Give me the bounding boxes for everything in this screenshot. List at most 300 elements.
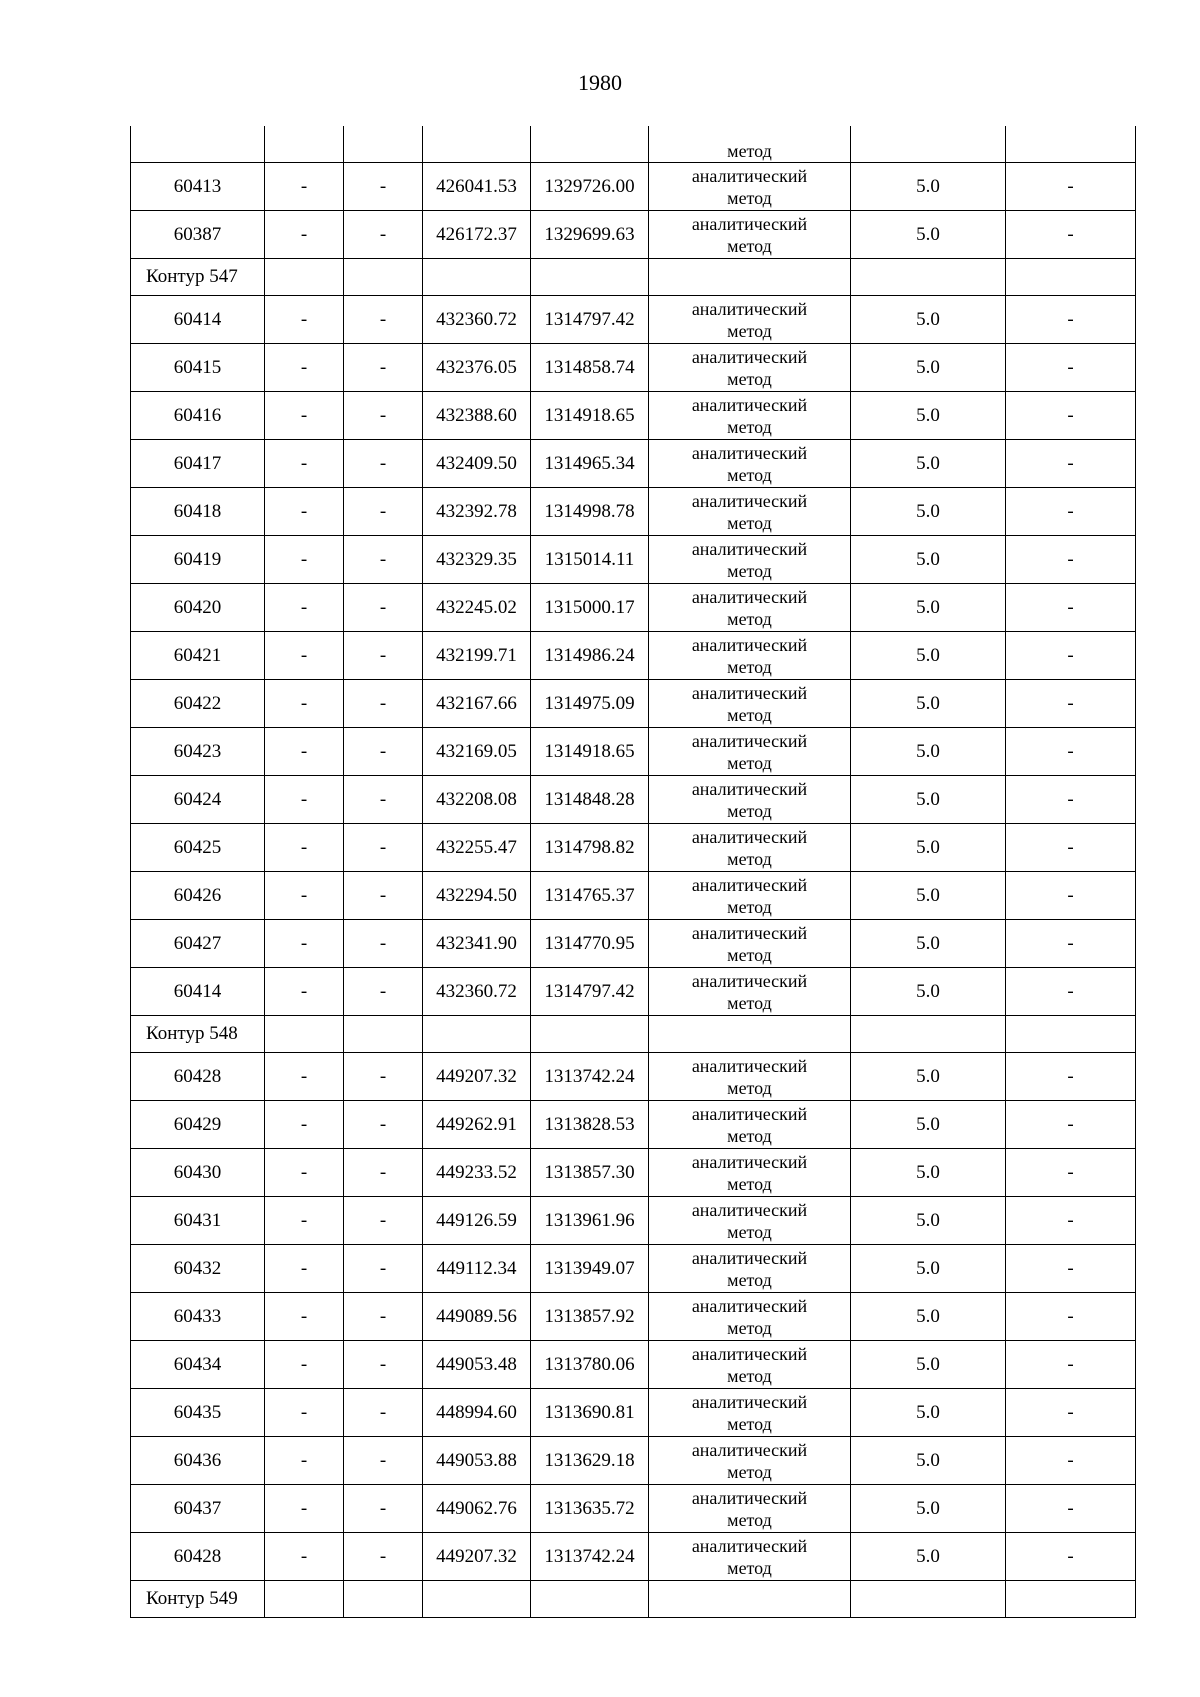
dash-cell: - <box>1006 1437 1136 1485</box>
method-cell <box>649 1053 851 1101</box>
dash-cell: - <box>344 1197 423 1245</box>
dash-cell: - <box>265 728 344 776</box>
point-id-cell: 60426 <box>131 872 265 920</box>
dash-cell: - <box>265 296 344 344</box>
method-cell <box>649 776 851 824</box>
method-cell <box>649 440 851 488</box>
table-row <box>131 1197 1136 1245</box>
table-cell <box>265 1581 344 1618</box>
table-cell <box>344 126 423 163</box>
dash-cell: - <box>265 1389 344 1437</box>
point-id-cell: 60428 <box>131 1053 265 1101</box>
precision-cell: 5.0 <box>851 1341 1006 1389</box>
method-line-1: аналитический <box>691 922 808 943</box>
x-coordinate-cell: 449062.76 <box>423 1485 531 1533</box>
precision-cell: 5.0 <box>851 211 1006 259</box>
dash-cell: - <box>265 163 344 211</box>
contour-label: Контур 549 <box>131 1581 265 1618</box>
point-id-cell: 60414 <box>131 968 265 1016</box>
table-cell <box>344 259 423 296</box>
table-row <box>131 1053 1136 1101</box>
dash-cell: - <box>1006 1293 1136 1341</box>
method-line-2: метод <box>727 752 772 773</box>
point-id-cell: 60431 <box>131 1197 265 1245</box>
table-cell <box>1006 1016 1136 1053</box>
table-row <box>131 344 1136 392</box>
x-coordinate-cell: 432360.72 <box>423 968 531 1016</box>
method-line-2: метод <box>727 560 772 581</box>
dash-cell: - <box>344 680 423 728</box>
method-cell <box>649 488 851 536</box>
y-coordinate-cell: 1314858.74 <box>531 344 649 392</box>
method-line-1: аналитический <box>691 394 808 415</box>
dash-cell: - <box>1006 211 1136 259</box>
dash-cell: - <box>344 776 423 824</box>
dash-cell: - <box>265 1053 344 1101</box>
table-cell <box>649 1581 851 1618</box>
table-cell <box>423 259 531 296</box>
x-coordinate-cell: 449126.59 <box>423 1197 531 1245</box>
dash-cell: - <box>344 824 423 872</box>
dash-cell: - <box>1006 163 1136 211</box>
method-line-1: аналитический <box>691 538 808 559</box>
method-line-1: аналитический <box>691 1151 808 1172</box>
method-line-2: метод <box>727 187 772 208</box>
table-cell <box>131 126 265 163</box>
dash-cell: - <box>265 920 344 968</box>
method-cell <box>649 968 851 1016</box>
table-cell <box>344 1016 423 1053</box>
precision-cell: 5.0 <box>851 1485 1006 1533</box>
method-line-1: аналитический <box>691 1487 808 1508</box>
method-cell <box>649 1149 851 1197</box>
method-line-1: аналитический <box>691 213 808 234</box>
table-cell <box>649 1016 851 1053</box>
precision-cell: 5.0 <box>851 1437 1006 1485</box>
table-cell <box>649 259 851 296</box>
dash-cell: - <box>344 920 423 968</box>
precision-cell: 5.0 <box>851 920 1006 968</box>
dash-cell: - <box>1006 920 1136 968</box>
method-cell <box>649 872 851 920</box>
point-id-cell: 60413 <box>131 163 265 211</box>
dash-cell: - <box>1006 1485 1136 1533</box>
x-coordinate-cell: 432255.47 <box>423 824 531 872</box>
dash-cell: - <box>1006 632 1136 680</box>
precision-cell: 5.0 <box>851 296 1006 344</box>
dash-cell: - <box>265 1533 344 1581</box>
precision-cell: 5.0 <box>851 632 1006 680</box>
method-line-2: метод <box>727 896 772 917</box>
dash-cell: - <box>344 1293 423 1341</box>
method-line-2: метод <box>727 608 772 629</box>
method-cell <box>649 1245 851 1293</box>
dash-cell: - <box>1006 824 1136 872</box>
table-row <box>131 632 1136 680</box>
dash-cell: - <box>1006 968 1136 1016</box>
contour-header-row <box>131 1016 1136 1053</box>
x-coordinate-cell: 426041.53 <box>423 163 531 211</box>
method-line-2: метод <box>727 512 772 533</box>
table-row <box>131 1245 1136 1293</box>
method-line-1: аналитический <box>691 298 808 319</box>
method-cell <box>649 1101 851 1149</box>
point-id-cell: 60430 <box>131 1149 265 1197</box>
table-cell <box>531 1581 649 1618</box>
method-line-2: метод <box>727 320 772 341</box>
table-row <box>131 680 1136 728</box>
method-line-2: метод <box>727 235 772 256</box>
dash-cell: - <box>344 1533 423 1581</box>
method-line-2: метод <box>727 800 772 821</box>
method-cell <box>649 392 851 440</box>
method-line-1: аналитический <box>691 1055 808 1076</box>
method-cell <box>649 1437 851 1485</box>
contour-header-row <box>131 259 1136 296</box>
x-coordinate-cell: 449233.52 <box>423 1149 531 1197</box>
dash-cell: - <box>265 1485 344 1533</box>
dash-cell: - <box>1006 1197 1136 1245</box>
dash-cell: - <box>344 440 423 488</box>
x-coordinate-cell: 449207.32 <box>423 1053 531 1101</box>
method-line-1: аналитический <box>691 1295 808 1316</box>
dash-cell: - <box>265 1437 344 1485</box>
dash-cell: - <box>344 1485 423 1533</box>
y-coordinate-cell: 1313949.07 <box>531 1245 649 1293</box>
method-line-1: аналитический <box>691 1199 808 1220</box>
x-coordinate-cell: 449207.32 <box>423 1533 531 1581</box>
table-cell <box>265 126 344 163</box>
dash-cell: - <box>265 536 344 584</box>
method-cell <box>649 728 851 776</box>
dash-cell: - <box>1006 1149 1136 1197</box>
table-cell <box>344 1581 423 1618</box>
x-coordinate-cell: 432245.02 <box>423 584 531 632</box>
method-line-2: метод <box>727 992 772 1013</box>
method-cell <box>649 344 851 392</box>
table-cell <box>265 1016 344 1053</box>
y-coordinate-cell: 1313742.24 <box>531 1533 649 1581</box>
point-id-cell: 60416 <box>131 392 265 440</box>
y-coordinate-cell: 1314975.09 <box>531 680 649 728</box>
dash-cell: - <box>1006 1533 1136 1581</box>
method-line-1: аналитический <box>691 490 808 511</box>
method-line-2: метод <box>727 368 772 389</box>
method-line-2: метод <box>727 416 772 437</box>
dash-cell: - <box>344 1245 423 1293</box>
dash-cell: - <box>1006 296 1136 344</box>
table-cell <box>265 259 344 296</box>
table-cell <box>1006 1581 1136 1618</box>
dash-cell: - <box>265 872 344 920</box>
method-line-2: метод <box>727 1365 772 1386</box>
table-row <box>131 211 1136 259</box>
method-cell <box>649 296 851 344</box>
dash-cell: - <box>265 211 344 259</box>
method-cell <box>649 1533 851 1581</box>
method-line-1: аналитический <box>691 165 808 186</box>
y-coordinate-cell: 1313961.96 <box>531 1197 649 1245</box>
method-line-1: аналитический <box>691 826 808 847</box>
method-line-1: аналитический <box>691 682 808 703</box>
point-id-cell: 60437 <box>131 1485 265 1533</box>
table-row <box>131 440 1136 488</box>
dash-cell: - <box>265 968 344 1016</box>
dash-cell: - <box>344 1389 423 1437</box>
method-cell <box>649 584 851 632</box>
method-line-2: метод <box>727 464 772 485</box>
dash-cell: - <box>1006 728 1136 776</box>
method-cell <box>649 680 851 728</box>
y-coordinate-cell: 1314848.28 <box>531 776 649 824</box>
y-coordinate-cell: 1313635.72 <box>531 1485 649 1533</box>
dash-cell: - <box>265 488 344 536</box>
precision-cell: 5.0 <box>851 584 1006 632</box>
dash-cell: - <box>265 680 344 728</box>
y-coordinate-cell: 1329726.00 <box>531 163 649 211</box>
precision-cell: 5.0 <box>851 968 1006 1016</box>
dash-cell: - <box>1006 1245 1136 1293</box>
dash-cell: - <box>265 1293 344 1341</box>
x-coordinate-cell: 432329.35 <box>423 536 531 584</box>
table-row <box>131 1149 1136 1197</box>
table-cell <box>851 259 1006 296</box>
method-line-1: аналитический <box>691 1343 808 1364</box>
dash-cell: - <box>344 344 423 392</box>
x-coordinate-cell: 448994.60 <box>423 1389 531 1437</box>
dash-cell: - <box>265 776 344 824</box>
dash-cell: - <box>344 488 423 536</box>
continued-row <box>131 126 1136 163</box>
method-cell <box>649 163 851 211</box>
table-row <box>131 824 1136 872</box>
dash-cell: - <box>344 1149 423 1197</box>
table-cell <box>851 1581 1006 1618</box>
table-row <box>131 1101 1136 1149</box>
method-cell: метод <box>649 126 851 163</box>
y-coordinate-cell: 1313828.53 <box>531 1101 649 1149</box>
dash-cell: - <box>1006 440 1136 488</box>
dash-cell: - <box>1006 1053 1136 1101</box>
coordinates-table <box>130 126 1136 1618</box>
point-id-cell: 60422 <box>131 680 265 728</box>
method-line-2: метод <box>727 848 772 869</box>
table-row <box>131 872 1136 920</box>
method-line-2: метод <box>727 1461 772 1482</box>
method-cell <box>649 920 851 968</box>
y-coordinate-cell: 1314965.34 <box>531 440 649 488</box>
point-id-cell: 60424 <box>131 776 265 824</box>
method-line-2: метод <box>727 704 772 725</box>
dash-cell: - <box>265 344 344 392</box>
contour-label: Контур 548 <box>131 1016 265 1053</box>
table-cell <box>851 1016 1006 1053</box>
x-coordinate-cell: 449262.91 <box>423 1101 531 1149</box>
method-cell <box>649 211 851 259</box>
y-coordinate-cell: 1314986.24 <box>531 632 649 680</box>
dash-cell: - <box>1006 776 1136 824</box>
point-id-cell: 60419 <box>131 536 265 584</box>
dash-cell: - <box>1006 680 1136 728</box>
point-id-cell: 60417 <box>131 440 265 488</box>
x-coordinate-cell: 449053.88 <box>423 1437 531 1485</box>
method-line-2: метод <box>727 1077 772 1098</box>
y-coordinate-cell: 1313690.81 <box>531 1389 649 1437</box>
y-coordinate-cell: 1313742.24 <box>531 1053 649 1101</box>
table-row <box>131 968 1136 1016</box>
dash-cell: - <box>1006 344 1136 392</box>
dash-cell: - <box>265 1197 344 1245</box>
x-coordinate-cell: 426172.37 <box>423 211 531 259</box>
y-coordinate-cell: 1314765.37 <box>531 872 649 920</box>
precision-cell: 5.0 <box>851 1101 1006 1149</box>
method-line-1: аналитический <box>691 730 808 751</box>
point-id-cell: 60420 <box>131 584 265 632</box>
point-id-cell: 60428 <box>131 1533 265 1581</box>
precision-cell: 5.0 <box>851 344 1006 392</box>
table-row <box>131 1533 1136 1581</box>
dash-cell: - <box>344 296 423 344</box>
method-line-1: аналитический <box>691 1103 808 1124</box>
dash-cell: - <box>344 1101 423 1149</box>
method-cell <box>649 1197 851 1245</box>
precision-cell: 5.0 <box>851 1533 1006 1581</box>
method-line-2: метод <box>727 944 772 965</box>
precision-cell: 5.0 <box>851 680 1006 728</box>
method-line-1: аналитический <box>691 442 808 463</box>
y-coordinate-cell: 1313857.30 <box>531 1149 649 1197</box>
point-id-cell: 60421 <box>131 632 265 680</box>
x-coordinate-cell: 432376.05 <box>423 344 531 392</box>
method-line-2: метод <box>727 1317 772 1338</box>
y-coordinate-cell: 1313780.06 <box>531 1341 649 1389</box>
method-line-2: метод <box>727 1557 772 1578</box>
method-cell <box>649 536 851 584</box>
x-coordinate-cell: 432294.50 <box>423 872 531 920</box>
table-cell <box>1006 126 1136 163</box>
table-row <box>131 1437 1136 1485</box>
dash-cell: - <box>344 872 423 920</box>
dash-cell: - <box>344 1053 423 1101</box>
method-line-1: аналитический <box>691 1247 808 1268</box>
dash-cell: - <box>1006 488 1136 536</box>
precision-cell: 5.0 <box>851 1149 1006 1197</box>
contour-label: Контур 547 <box>131 259 265 296</box>
table-cell <box>423 126 531 163</box>
table-row <box>131 296 1136 344</box>
point-id-cell: 60429 <box>131 1101 265 1149</box>
method-line-2: метод <box>727 1173 772 1194</box>
precision-cell: 5.0 <box>851 440 1006 488</box>
x-coordinate-cell: 432167.66 <box>423 680 531 728</box>
dash-cell: - <box>344 536 423 584</box>
method-cell <box>649 824 851 872</box>
method-line-2: метод <box>727 1269 772 1290</box>
dash-cell: - <box>1006 872 1136 920</box>
dash-cell: - <box>344 632 423 680</box>
dash-cell: - <box>265 1341 344 1389</box>
dash-cell: - <box>344 392 423 440</box>
method-line-1: аналитический <box>691 970 808 991</box>
y-coordinate-cell: 1314797.42 <box>531 968 649 1016</box>
contour-header-row <box>131 1581 1136 1618</box>
point-id-cell: 60434 <box>131 1341 265 1389</box>
dash-cell: - <box>1006 1389 1136 1437</box>
method-line-1: аналитический <box>691 1535 808 1556</box>
dash-cell: - <box>1006 1341 1136 1389</box>
table-row <box>131 776 1136 824</box>
dash-cell: - <box>344 1341 423 1389</box>
method-cell <box>649 1293 851 1341</box>
x-coordinate-cell: 432409.50 <box>423 440 531 488</box>
x-coordinate-cell: 432360.72 <box>423 296 531 344</box>
x-coordinate-cell: 449053.48 <box>423 1341 531 1389</box>
dash-cell: - <box>265 632 344 680</box>
precision-cell: 5.0 <box>851 1245 1006 1293</box>
x-coordinate-cell: 432169.05 <box>423 728 531 776</box>
dash-cell: - <box>1006 584 1136 632</box>
point-id-cell: 60435 <box>131 1389 265 1437</box>
point-id-cell: 60387 <box>131 211 265 259</box>
table-row <box>131 1485 1136 1533</box>
x-coordinate-cell: 432208.08 <box>423 776 531 824</box>
table-row <box>131 392 1136 440</box>
y-coordinate-cell: 1315000.17 <box>531 584 649 632</box>
x-coordinate-cell: 449112.34 <box>423 1245 531 1293</box>
y-coordinate-cell: 1314798.82 <box>531 824 649 872</box>
y-coordinate-cell: 1314998.78 <box>531 488 649 536</box>
point-id-cell: 60414 <box>131 296 265 344</box>
table-row <box>131 584 1136 632</box>
dash-cell: - <box>344 728 423 776</box>
dash-cell: - <box>265 392 344 440</box>
point-id-cell: 60432 <box>131 1245 265 1293</box>
method-line-2: метод <box>727 1125 772 1146</box>
method-line-1: аналитический <box>691 586 808 607</box>
x-coordinate-cell: 432341.90 <box>423 920 531 968</box>
dash-cell: - <box>1006 392 1136 440</box>
precision-cell: 5.0 <box>851 824 1006 872</box>
dash-cell: - <box>265 824 344 872</box>
table-row <box>131 1341 1136 1389</box>
precision-cell: 5.0 <box>851 1053 1006 1101</box>
x-coordinate-cell: 432392.78 <box>423 488 531 536</box>
method-line-2: метод <box>727 1413 772 1434</box>
precision-cell: 5.0 <box>851 776 1006 824</box>
y-coordinate-cell: 1313857.92 <box>531 1293 649 1341</box>
precision-cell: 5.0 <box>851 1389 1006 1437</box>
table-row <box>131 1389 1136 1437</box>
table-row <box>131 488 1136 536</box>
dash-cell: - <box>344 211 423 259</box>
dash-cell: - <box>344 584 423 632</box>
y-coordinate-cell: 1315014.11 <box>531 536 649 584</box>
precision-cell: 5.0 <box>851 163 1006 211</box>
y-coordinate-cell: 1329699.63 <box>531 211 649 259</box>
precision-cell: 5.0 <box>851 1293 1006 1341</box>
table-cell <box>423 1581 531 1618</box>
dash-cell: - <box>265 1101 344 1149</box>
point-id-cell: 60415 <box>131 344 265 392</box>
dash-cell: - <box>344 968 423 1016</box>
table-row <box>131 536 1136 584</box>
dash-cell: - <box>1006 1101 1136 1149</box>
table-cell <box>531 1016 649 1053</box>
precision-cell: 5.0 <box>851 872 1006 920</box>
point-id-cell: 60425 <box>131 824 265 872</box>
y-coordinate-cell: 1314918.65 <box>531 392 649 440</box>
x-coordinate-cell: 449089.56 <box>423 1293 531 1341</box>
